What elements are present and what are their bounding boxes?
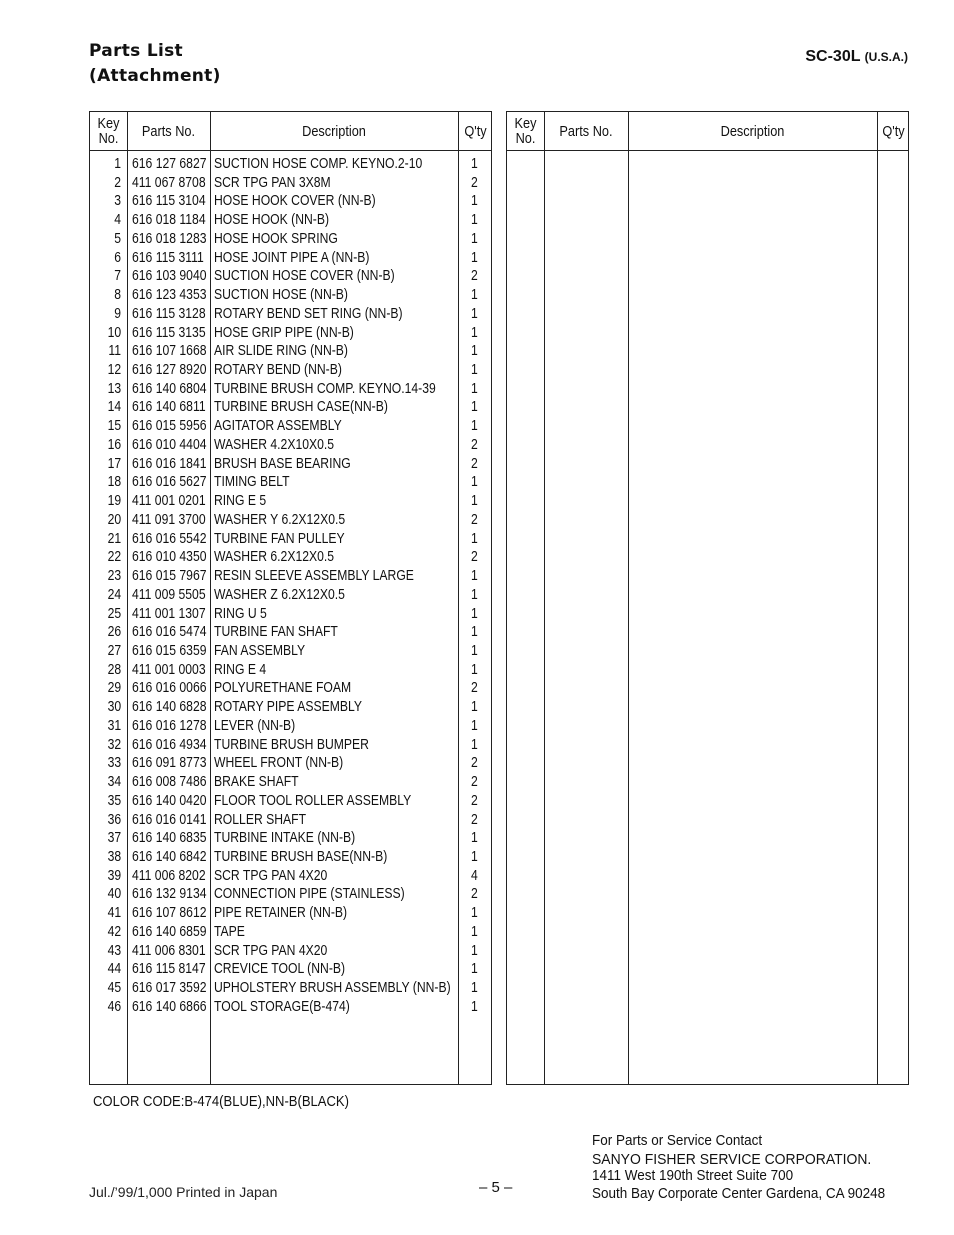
description-cell: HOSE HOOK COVER (NN-B) (214, 193, 376, 210)
description-cell: SUCTION HOSE (NN-B) (214, 287, 348, 304)
qty-cell: 1 (471, 287, 478, 304)
parts-no-cell: 616 115 3111 (132, 249, 204, 266)
document-title (89, 39, 221, 89)
qty-cell: 1 (471, 980, 478, 997)
description-cell: TAPE (214, 923, 245, 940)
table-row (90, 492, 491, 511)
table-row (90, 417, 491, 436)
description-cell: SCR TPG PAN 3X8M (214, 174, 331, 191)
table-row (90, 698, 491, 717)
description-cell: BRAKE SHAFT (214, 774, 299, 791)
key-cell: 43 (107, 942, 121, 959)
key-cell: 19 (107, 493, 121, 510)
parts-no-cell: 616 140 6835 (132, 830, 207, 847)
parts-no-cell: 616 123 4353 (132, 287, 207, 304)
description-cell: RING E 5 (214, 493, 267, 510)
qty-cell: 2 (471, 268, 478, 285)
key-cell: 22 (107, 549, 121, 566)
table-row (90, 942, 491, 961)
table-row (90, 548, 491, 567)
table-row (90, 249, 491, 268)
table-row (90, 324, 491, 343)
key-cell: 25 (107, 605, 121, 622)
parts-no-cell: 616 127 8920 (132, 362, 207, 379)
key-cell: 37 (107, 830, 121, 847)
header-description: Description (302, 122, 366, 140)
table-row (90, 567, 491, 586)
qty-cell: 2 (471, 774, 478, 791)
table-row (90, 679, 491, 698)
qty-cell: 1 (471, 399, 478, 416)
parts-table-left (89, 111, 492, 1085)
key-cell: 39 (107, 867, 121, 884)
key-cell: 9 (114, 305, 121, 322)
key-cell: 24 (107, 586, 121, 603)
table-row (90, 792, 491, 811)
column-divider (877, 112, 878, 1084)
key-cell: 10 (107, 324, 121, 341)
parts-no-cell: 411 006 8202 (132, 867, 206, 884)
parts-no-cell: 616 010 4350 (132, 549, 207, 566)
qty-cell: 1 (471, 343, 478, 360)
key-cell: 11 (108, 343, 121, 360)
key-cell: 8 (114, 287, 121, 304)
description-cell: BRUSH BASE BEARING (214, 455, 351, 472)
page-number: – 5 – (479, 1179, 513, 1196)
header-divider (507, 150, 908, 151)
parts-no-cell: 616 115 3104 (132, 193, 206, 210)
header-divider (90, 150, 491, 151)
description-cell: AGITATOR ASSEMBLY (214, 418, 342, 435)
table-row (90, 736, 491, 755)
parts-no-cell: 616 115 8147 (132, 961, 206, 978)
description-cell: TIMING BELT (214, 474, 290, 491)
table-row (90, 885, 491, 904)
key-cell: 5 (114, 230, 121, 247)
parts-no-cell: 411 001 0003 (132, 661, 206, 678)
color-code-note: COLOR CODE:B-474(BLUE),NN-B(BLACK) (93, 1093, 349, 1110)
qty-cell: 1 (471, 961, 478, 978)
key-cell: 16 (107, 436, 121, 453)
key-cell: 42 (107, 923, 121, 940)
parts-no-cell: 616 140 0420 (132, 792, 207, 809)
description-cell: HOSE GRIP PIPE (NN-B) (214, 324, 354, 341)
table-row (90, 605, 491, 624)
qty-cell: 1 (471, 849, 478, 865)
table-row (90, 623, 491, 642)
qty-cell: 2 (471, 680, 478, 697)
qty-cell: 1 (471, 830, 478, 847)
header-key-no: Key No. (97, 115, 120, 147)
qty-cell: 1 (471, 230, 478, 247)
parts-no-cell: 616 015 7967 (132, 568, 207, 585)
qty-cell: 4 (471, 867, 478, 884)
qty-cell: 1 (471, 568, 478, 585)
description-cell: SUCTION HOSE COVER (NN-B) (214, 268, 395, 285)
key-cell: 23 (107, 568, 121, 585)
key-cell: 38 (107, 849, 121, 865)
description-cell: TURBINE BRUSH BUMPER (214, 736, 369, 753)
description-cell: WHEEL FRONT (NN-B) (214, 755, 344, 772)
qty-cell: 2 (471, 174, 478, 191)
description-cell: WASHER Z 6.2X12X0.5 (214, 586, 345, 603)
table-row (90, 211, 491, 230)
key-cell: 46 (107, 998, 121, 1015)
description-cell: WASHER 4.2X10X0.5 (214, 436, 335, 453)
parts-no-cell: 616 016 0066 (132, 680, 207, 697)
title-line-2: (Attachment) (89, 66, 221, 86)
key-cell: 35 (107, 792, 121, 809)
qty-cell: 1 (471, 923, 478, 940)
table-row (90, 286, 491, 305)
table-row (90, 998, 491, 1017)
key-cell: 17 (107, 455, 121, 472)
table-row (90, 867, 491, 886)
key-cell: 30 (107, 699, 121, 716)
parts-no-cell: 411 001 0201 (132, 493, 206, 510)
parts-no-cell: 616 008 7486 (132, 774, 207, 791)
parts-no-cell: 616 140 6811 (132, 399, 206, 416)
key-cell: 32 (107, 736, 121, 753)
description-cell: HOSE HOOK (NN-B) (214, 212, 330, 229)
table-row (90, 305, 491, 324)
parts-no-cell: 411 009 5505 (132, 586, 206, 603)
qty-cell: 1 (471, 493, 478, 510)
header-qty: Q'ty (464, 122, 487, 140)
parts-no-cell: 616 127 6827 (132, 156, 207, 172)
key-cell: 2 (114, 174, 121, 191)
qty-cell: 2 (471, 811, 478, 828)
table-row (90, 361, 491, 380)
parts-no-cell: 616 016 5474 (132, 624, 207, 641)
key-cell: 21 (107, 530, 121, 547)
parts-no-cell: 616 016 5542 (132, 530, 207, 547)
qty-cell: 1 (471, 605, 478, 622)
qty-cell: 1 (471, 474, 478, 491)
parts-no-cell: 411 006 8301 (132, 942, 206, 959)
service-contact (592, 1133, 885, 1203)
model-region: (U.S.A.) (864, 50, 908, 64)
header-qty: Q'ty (882, 122, 905, 140)
parts-no-cell: 616 016 0141 (132, 811, 207, 828)
table-row (90, 174, 491, 193)
description-cell: UPHOLSTERY BRUSH ASSEMBLY (NN-B) (214, 980, 451, 997)
column-divider (544, 112, 545, 1084)
parts-no-cell: 616 132 9134 (132, 886, 207, 903)
parts-no-cell: 616 115 3135 (132, 324, 206, 341)
parts-no-cell: 616 016 4934 (132, 736, 207, 753)
key-cell: 1 (114, 156, 121, 172)
qty-cell: 1 (471, 699, 478, 716)
table-row (90, 342, 491, 361)
key-cell: 41 (107, 905, 121, 922)
key-cell: 33 (107, 755, 121, 772)
table-row (90, 811, 491, 830)
table-row (90, 436, 491, 455)
header-parts-no: Parts No. (141, 122, 196, 140)
qty-cell: 1 (471, 905, 478, 922)
parts-no-cell: 616 015 6359 (132, 642, 207, 659)
description-cell: TURBINE BRUSH BASE(NN-B) (214, 849, 388, 865)
title-line-1: Parts List (89, 41, 183, 61)
parts-no-cell: 616 018 1184 (132, 212, 206, 229)
qty-cell: 2 (471, 549, 478, 566)
qty-cell: 1 (471, 586, 478, 603)
parts-no-cell: 616 017 3592 (132, 980, 207, 997)
model-label (805, 48, 908, 66)
table-row (90, 267, 491, 286)
table-row (90, 979, 491, 998)
qty-cell: 2 (471, 455, 478, 472)
qty-cell: 1 (471, 380, 478, 397)
description-cell: LEVER (NN-B) (214, 717, 296, 734)
description-cell: PIPE RETAINER (NN-B) (214, 905, 348, 922)
qty-cell: 1 (471, 156, 478, 172)
parts-no-cell: 616 140 6842 (132, 849, 207, 865)
description-cell: RING U 5 (214, 605, 267, 622)
parts-no-cell: 616 016 5627 (132, 474, 207, 491)
table-row (90, 829, 491, 848)
description-cell: SCR TPG PAN 4X20 (214, 942, 328, 959)
parts-no-cell: 616 103 9040 (132, 268, 207, 285)
header-key-no: Key No. (514, 115, 537, 147)
description-cell: HOSE HOOK SPRING (214, 230, 338, 247)
qty-cell: 1 (471, 249, 478, 266)
parts-no-cell: 616 091 8773 (132, 755, 207, 772)
parts-no-cell: 616 015 5956 (132, 418, 207, 435)
description-cell: TURBINE INTAKE (NN-B) (214, 830, 356, 847)
table-row (90, 398, 491, 417)
qty-cell: 1 (471, 736, 478, 753)
key-cell: 15 (107, 418, 121, 435)
model-number: SC-30L (805, 48, 861, 65)
key-cell: 44 (107, 961, 121, 978)
table-row (90, 642, 491, 661)
table-row (90, 717, 491, 736)
contact-company: SANYO FISHER SERVICE CORPORATION. (592, 1150, 872, 1168)
parts-no-cell: 616 140 6866 (132, 998, 207, 1015)
description-cell: ROTARY BEND SET RING (NN-B) (214, 305, 403, 322)
parts-no-cell: 616 018 1283 (132, 230, 207, 247)
table-row (90, 773, 491, 792)
print-info: Jul./’99/1,000 Printed in Japan (89, 1184, 278, 1200)
parts-no-cell: 616 016 1841 (132, 455, 207, 472)
description-cell: HOSE JOINT PIPE A (NN-B) (214, 249, 370, 266)
parts-no-cell: 411 091 3700 (132, 511, 206, 528)
description-cell: TURBINE FAN SHAFT (214, 624, 338, 641)
table-row (90, 473, 491, 492)
table-row (90, 661, 491, 680)
contact-line: South Bay Corporate Center Gardena, CA 90248 (592, 1185, 886, 1202)
description-cell: FLOOR TOOL ROLLER ASSEMBLY (214, 792, 412, 809)
key-cell: 14 (107, 399, 121, 416)
key-cell: 45 (107, 980, 121, 997)
description-cell: TURBINE BRUSH CASE(NN-B) (214, 399, 388, 416)
table-row (90, 455, 491, 474)
qty-cell: 1 (471, 193, 478, 210)
qty-cell: 1 (471, 212, 478, 229)
description-cell: AIR SLIDE RING (NN-B) (214, 343, 348, 360)
qty-cell: 2 (471, 755, 478, 772)
parts-table-right (506, 111, 909, 1085)
parts-no-cell: 616 115 3128 (132, 305, 206, 322)
parts-no-cell: 616 010 4404 (132, 436, 207, 453)
key-cell: 4 (114, 212, 121, 229)
description-cell: TURBINE FAN PULLEY (214, 530, 345, 547)
contact-line: 1411 West 190th Street Suite 700 (592, 1168, 794, 1184)
description-cell: ROLLER SHAFT (214, 811, 307, 828)
header-parts-no: Parts No. (559, 122, 613, 140)
table-row (90, 904, 491, 923)
description-cell: SCR TPG PAN 4X20 (214, 867, 328, 884)
qty-cell: 1 (471, 418, 478, 435)
column-divider (628, 112, 629, 1084)
parts-no-cell: 616 140 6804 (132, 380, 207, 397)
table-row (90, 155, 491, 174)
parts-no-cell: 616 107 8612 (132, 905, 207, 922)
qty-cell: 1 (471, 362, 478, 379)
key-cell: 20 (107, 511, 121, 528)
key-cell: 26 (107, 624, 121, 641)
key-cell: 7 (114, 268, 121, 285)
parts-no-cell: 411 067 8708 (132, 174, 206, 191)
qty-cell: 1 (471, 530, 478, 547)
key-cell: 29 (107, 680, 121, 697)
qty-cell: 2 (471, 792, 478, 809)
parts-no-cell: 616 140 6859 (132, 923, 207, 940)
table-row (90, 923, 491, 942)
parts-no-cell: 616 140 6828 (132, 699, 207, 716)
description-cell: TOOL STORAGE(B-474) (214, 998, 350, 1015)
qty-cell: 1 (471, 324, 478, 341)
contact-line: For Parts or Service Contact (592, 1133, 763, 1149)
table-row (90, 230, 491, 249)
description-cell: WASHER Y 6.2X12X0.5 (214, 511, 346, 528)
key-cell: 27 (107, 642, 121, 659)
qty-cell: 2 (471, 511, 478, 528)
qty-cell: 1 (471, 942, 478, 959)
table-row (90, 192, 491, 211)
parts-no-cell: 411 001 1307 (132, 605, 206, 622)
key-cell: 40 (107, 886, 121, 903)
parts-no-cell: 616 016 1278 (132, 717, 207, 734)
description-cell: RESIN SLEEVE ASSEMBLY LARGE (214, 568, 414, 585)
description-cell: WASHER 6.2X12X0.5 (214, 549, 335, 566)
parts-no-cell: 616 107 1668 (132, 343, 207, 360)
qty-cell: 1 (471, 661, 478, 678)
qty-cell: 2 (471, 436, 478, 453)
key-cell: 6 (114, 249, 121, 266)
qty-cell: 1 (471, 717, 478, 734)
table-row (90, 511, 491, 530)
description-cell: CREVICE TOOL (NN-B) (214, 961, 346, 978)
table-row (90, 754, 491, 773)
table-row (90, 848, 491, 867)
key-cell: 36 (107, 811, 121, 828)
qty-cell: 1 (471, 624, 478, 641)
description-cell: ROTARY PIPE ASSEMBLY (214, 699, 363, 716)
key-cell: 28 (107, 661, 121, 678)
description-cell: TURBINE BRUSH COMP. KEYNO.14-39 (214, 380, 436, 397)
qty-cell: 2 (471, 886, 478, 903)
description-cell: SUCTION HOSE COMP. KEYNO.2-10 (214, 156, 423, 172)
table-row (90, 380, 491, 399)
qty-cell: 1 (471, 305, 478, 322)
description-cell: CONNECTION PIPE (STAINLESS) (214, 886, 405, 903)
description-cell: RING E 4 (214, 661, 267, 678)
qty-cell: 1 (471, 998, 478, 1015)
table-row (90, 586, 491, 605)
key-cell: 3 (114, 193, 121, 210)
table-row (90, 530, 491, 549)
table-row (90, 960, 491, 979)
description-cell: FAN ASSEMBLY (214, 642, 306, 659)
key-cell: 31 (107, 717, 121, 734)
qty-cell: 1 (471, 642, 478, 659)
description-cell: ROTARY BEND (NN-B) (214, 362, 342, 379)
key-cell: 13 (107, 380, 121, 397)
key-cell: 12 (107, 362, 121, 379)
key-cell: 34 (107, 774, 121, 791)
key-cell: 18 (107, 474, 121, 491)
description-cell: POLYURETHANE FOAM (214, 680, 352, 697)
header-description: Description (720, 122, 785, 140)
